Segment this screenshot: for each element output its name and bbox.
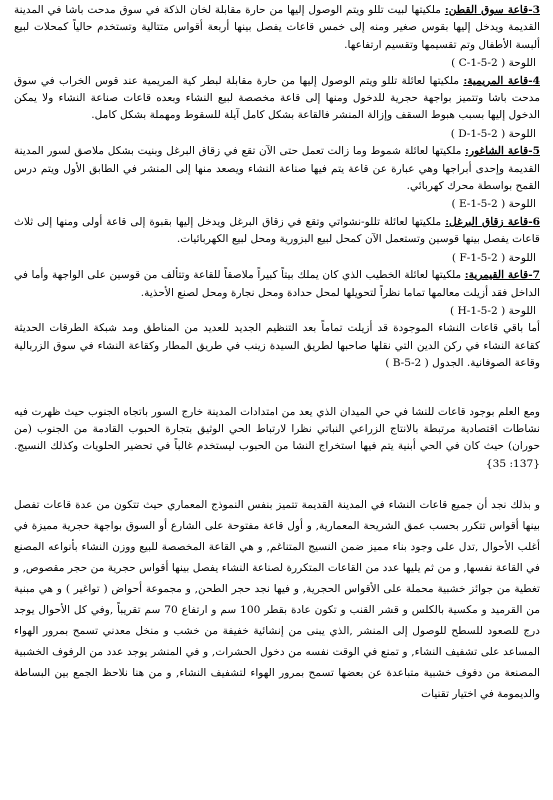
section-5-heading: 5-قاعة الشاغور: bbox=[465, 145, 540, 158]
plate-ref-6: اللوحة ( 2-5-1-F ) bbox=[451, 251, 536, 264]
section-4-body: ملكيتها لعائلة تللو ويتم الوصول إليها من حارة مقابلة لبطر كية المريمية عند قوس الخراب في سوق مدحت باشا وتتميز بواجهة حجرية للدخول ومنها إلى قاعة مخصصة لبيع النشاء وبعده قاعات صناعة النشاء ولا يمكن الدخول إليها بسبب هبوط السقف وإزالة المنشر فالقاعة بشكل كامل آيلة للسقوط ومهملة بشكل كامل. bbox=[14, 74, 540, 122]
section-7-heading: 7-قاعة القيمرية: bbox=[464, 269, 540, 282]
section-4-heading: 4-قاعة المريمية: bbox=[463, 74, 540, 87]
final-paragraph: و بذلك نجد أن جميع قاعات النشاء في المدينة القديمة تتميز بنفس النموذج المعماري حيث تتكون من عدة قاعات تفصل بينها أقواس تتكرر بحسب عمق الشريحة المعمارية, و أول قاعة مفتوحة على الشارع أو السوق بواجهة حجرية مميزة في أغلب الأحوال ,تدل على وجود بناء مميز ضمن النسيج المتناغم, و هي القاعة المخصصة للبيع ووزن النشاء بأنواعه المصنع في القاعة نفسها, و من ثم يليها عدد من القاعات المتكررة لصناعة النشاء يفصل بينها أقواس حجرية من حجر مقصوص, و تغطية من جوائز خشبية محملة على الأقواس الحجرية, و فيها نجد حجر الطحن, و مجموعة أحواض ( تواغير ) و هي مبنية من القرميد و مكسية بالكلس و قشر القنب و تكون عادة بقطر 100 سم و ارتفاع 70 سم تقريباً ,وفي كل الأحوال يوجد درج للصعود للسطح للوصول إلى المنشر ,الذي يبنى من إنشائية خفيفة من خشب و منخل معدني تسمح بمرور الهواء المساعد على تشفيف النشاء, و تمنع في الوقت نفسه من دخول الحشرات, و في المنشر يوجد عدد من الرفوف الخشبية المصنعة من دفوف خشبية متباعدة عن بعضها تسمح بمرور الهواء لتشفيف النشاء, و من هنا نلاحظ الجمع بين البساطة والديمومة في اختيار تقنيات bbox=[14, 499, 540, 701]
spacer bbox=[14, 373, 540, 404]
section-6-body: ملكيتها لعائلة تللو-نشواتي وتقع في زقاق البرغل ويدخل إليها بقبوة إلى قاعة أولى ومنها إلى ثلاث قاعات يفصل بينها قوسين وتستعمل الآن كمحل لبيع البزورية ومحل لبيع الكهربائيات. bbox=[14, 215, 540, 246]
section-3-body: ملكيتها لبيت تللو ويتم الوصول إليها من حارة مقابلة لخان الذكة في سوق مدحت باشا في المدينة القديمة ويدخل إليها بقوس صغير ومنه إلى خمس قاعات يفصل بينها أربعة أقواس متتالية وتستخدم حالياً كمحلات لبيع ألبسة الأطفال وتم تقسيمها وتقسيم ارتفاعها. bbox=[14, 4, 540, 51]
plate-ref-4: اللوحة ( 2-5-1-D ) bbox=[450, 127, 536, 140]
midan-paragraph: ومع العلم بوجود قاعات للنشا في حي الميدان الذي يعد من امتدادات المدينة خارج السور باتجاه الجنوب حيث ظهرت فيه نشاطات اقتصادية مرتبطة بالانتاج الزراعي النباتي نظرا لارتباط الحي الوثيق بتجارة الحبوب القادمة من الجنوب (من حوران) حيث كان في الحي أبنية يتم فيها استخراج النشا من الحبوب ليستخدم غالباً في تحضير الحلويات وكذلك النسيج. {137: 35} bbox=[14, 405, 540, 470]
plate-ref-3: اللوحة ( 2-5-1-C ) bbox=[451, 57, 536, 70]
section-6-paragraph bbox=[14, 214, 540, 249]
closing-paragraph: أما باقي قاعات النشاء الموجودة قد أزيلت تماماً بعد التنظيم الجديد للعديد من المناطق ومد شبكة الطرقات الحديثة كقاعة النشاء في ركن الدين التي نقلها صاحبها لطريق السيدة زينب في طريق المطار وكقاعة النشاء في سوق الزربالية وقاعة الصوفانية. الجدول ( 2-5-B ) bbox=[14, 322, 540, 370]
section-3-heading: 3-قاعة سوق القطن: bbox=[444, 4, 540, 16]
section-5-paragraph bbox=[14, 143, 540, 195]
section-4-paragraph bbox=[14, 73, 540, 125]
section-7-body: ملكيتها لعائلة الخطيب الذي كان يملك بيتاً كبيراً ملاصقاً للقاعة وتتألف من قوسين على الواجهة وأما في الداخل فقد أزيلت معالمها تماما نظراً لتحويلها لمحل حدادة ومحل نجارة ومحل لصنع الأحذية. bbox=[14, 269, 540, 299]
section-5-body: ملكيتها لعائلة شموط وما زالت تعمل حتى الآن تقع في زقاق البرغل وبنيت بشكل ملاصق لسور المدينة القديمة وإحدى أبراجها وهي عبارة عن قاعة يتم فيها صناعة النشاء ويصعد منها إلى المنشر في الطابق الأول ويتم درس القمح بواسطة محرك كهربائي. bbox=[14, 145, 540, 193]
spacer bbox=[14, 473, 540, 495]
plate-ref-5: اللوحة ( 2-5-1-E ) bbox=[451, 198, 536, 211]
plate-ref-7: اللوحة ( 2-5-1-H ) bbox=[449, 304, 536, 317]
section-3-paragraph bbox=[14, 2, 540, 54]
section-7-paragraph bbox=[14, 267, 540, 302]
section-6-heading: 6-قاعة زقاق البرغل: bbox=[445, 215, 540, 228]
